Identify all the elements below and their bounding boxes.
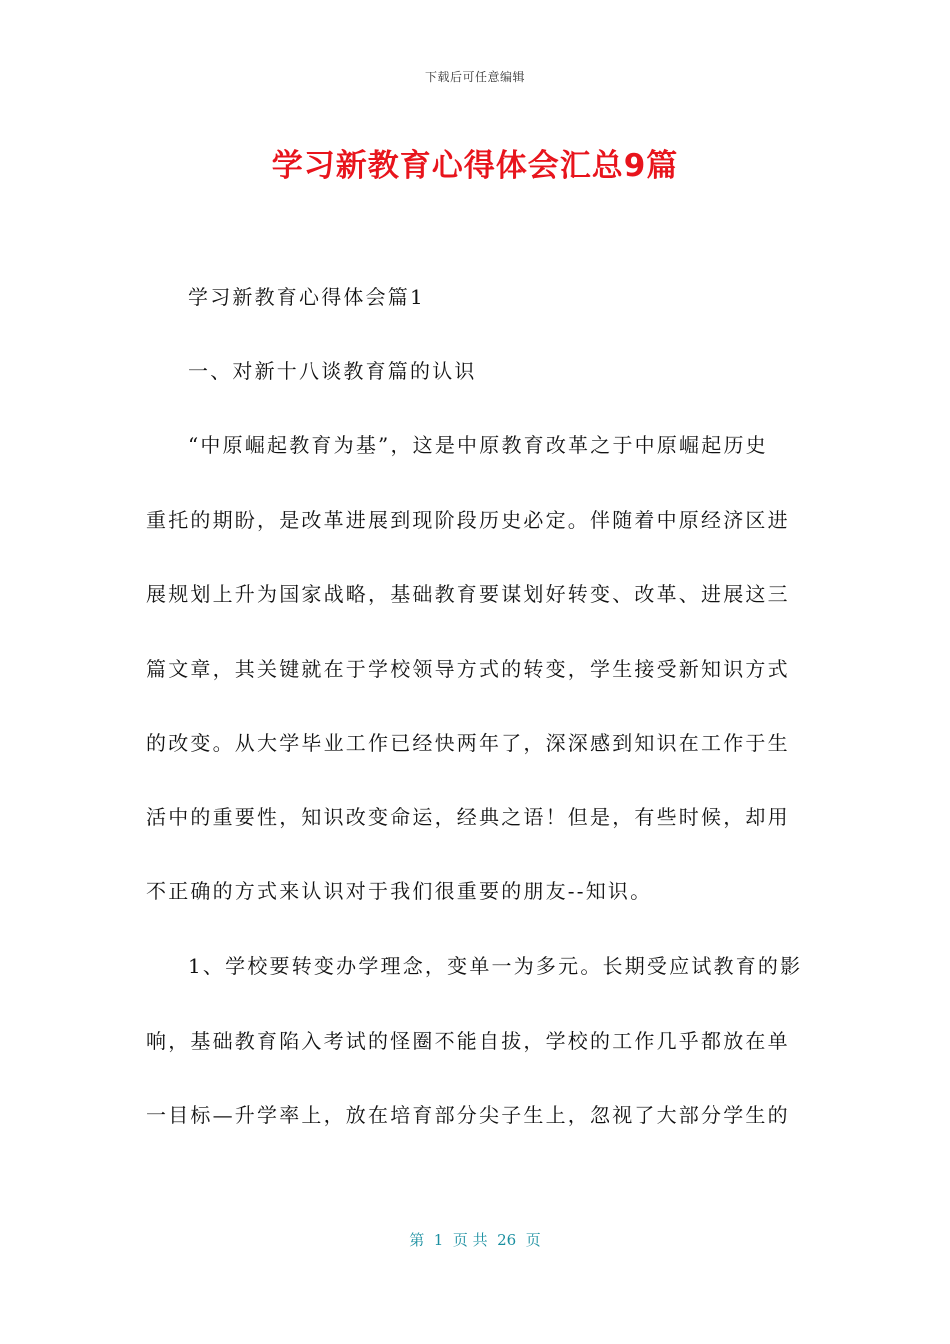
paragraph-line: “中原崛起教育为基”，这是中原教育改革之于中原崛起历史 — [188, 433, 768, 457]
paragraph-line: 活中的重要性，知识改变命运，经典之语！但是，有些时候，却用 — [146, 805, 790, 829]
paragraph-line: 响，基础教育陷入考试的怪圈不能自拔，学校的工作几乎都放在单 — [146, 1029, 790, 1053]
section-heading: 学习新教育心得体会篇1 — [188, 285, 425, 309]
paragraph-line: 的改变。从大学毕业工作已经快两年了，深深感到知识在工作于生 — [146, 731, 790, 755]
paragraph-line: 1、学校要转变办学理念，变单一为多元。长期受应试教育的影 — [188, 954, 803, 978]
paragraph-line: 重托的期盼，是改革进展到现阶段历史必定。伴随着中原经济区进 — [146, 508, 790, 532]
paragraph-line: 一目标—升学率上，放在培育部分尖子生上，忽视了大部分学生的 — [146, 1103, 790, 1127]
paragraph-line: 展规划上升为国家战略，基础教育要谋划好转变、改革、进展这三 — [146, 582, 790, 606]
page-footer: 第 1 页 共 26 页 — [409, 1231, 541, 1249]
paragraph-line: 不正确的方式来认识对于我们很重要的朋友--知识。 — [146, 879, 653, 903]
header-note: 下载后可任意编辑 — [424, 70, 525, 84]
document-title: 学习新教育心得体会汇总9篇 — [271, 148, 679, 184]
paragraph-line: 篇文章，其关键就在于学校领导方式的转变，学生接受新知识方式 — [146, 657, 790, 681]
subsection-heading: 一、对新十八谈教育篇的认识 — [188, 359, 477, 383]
